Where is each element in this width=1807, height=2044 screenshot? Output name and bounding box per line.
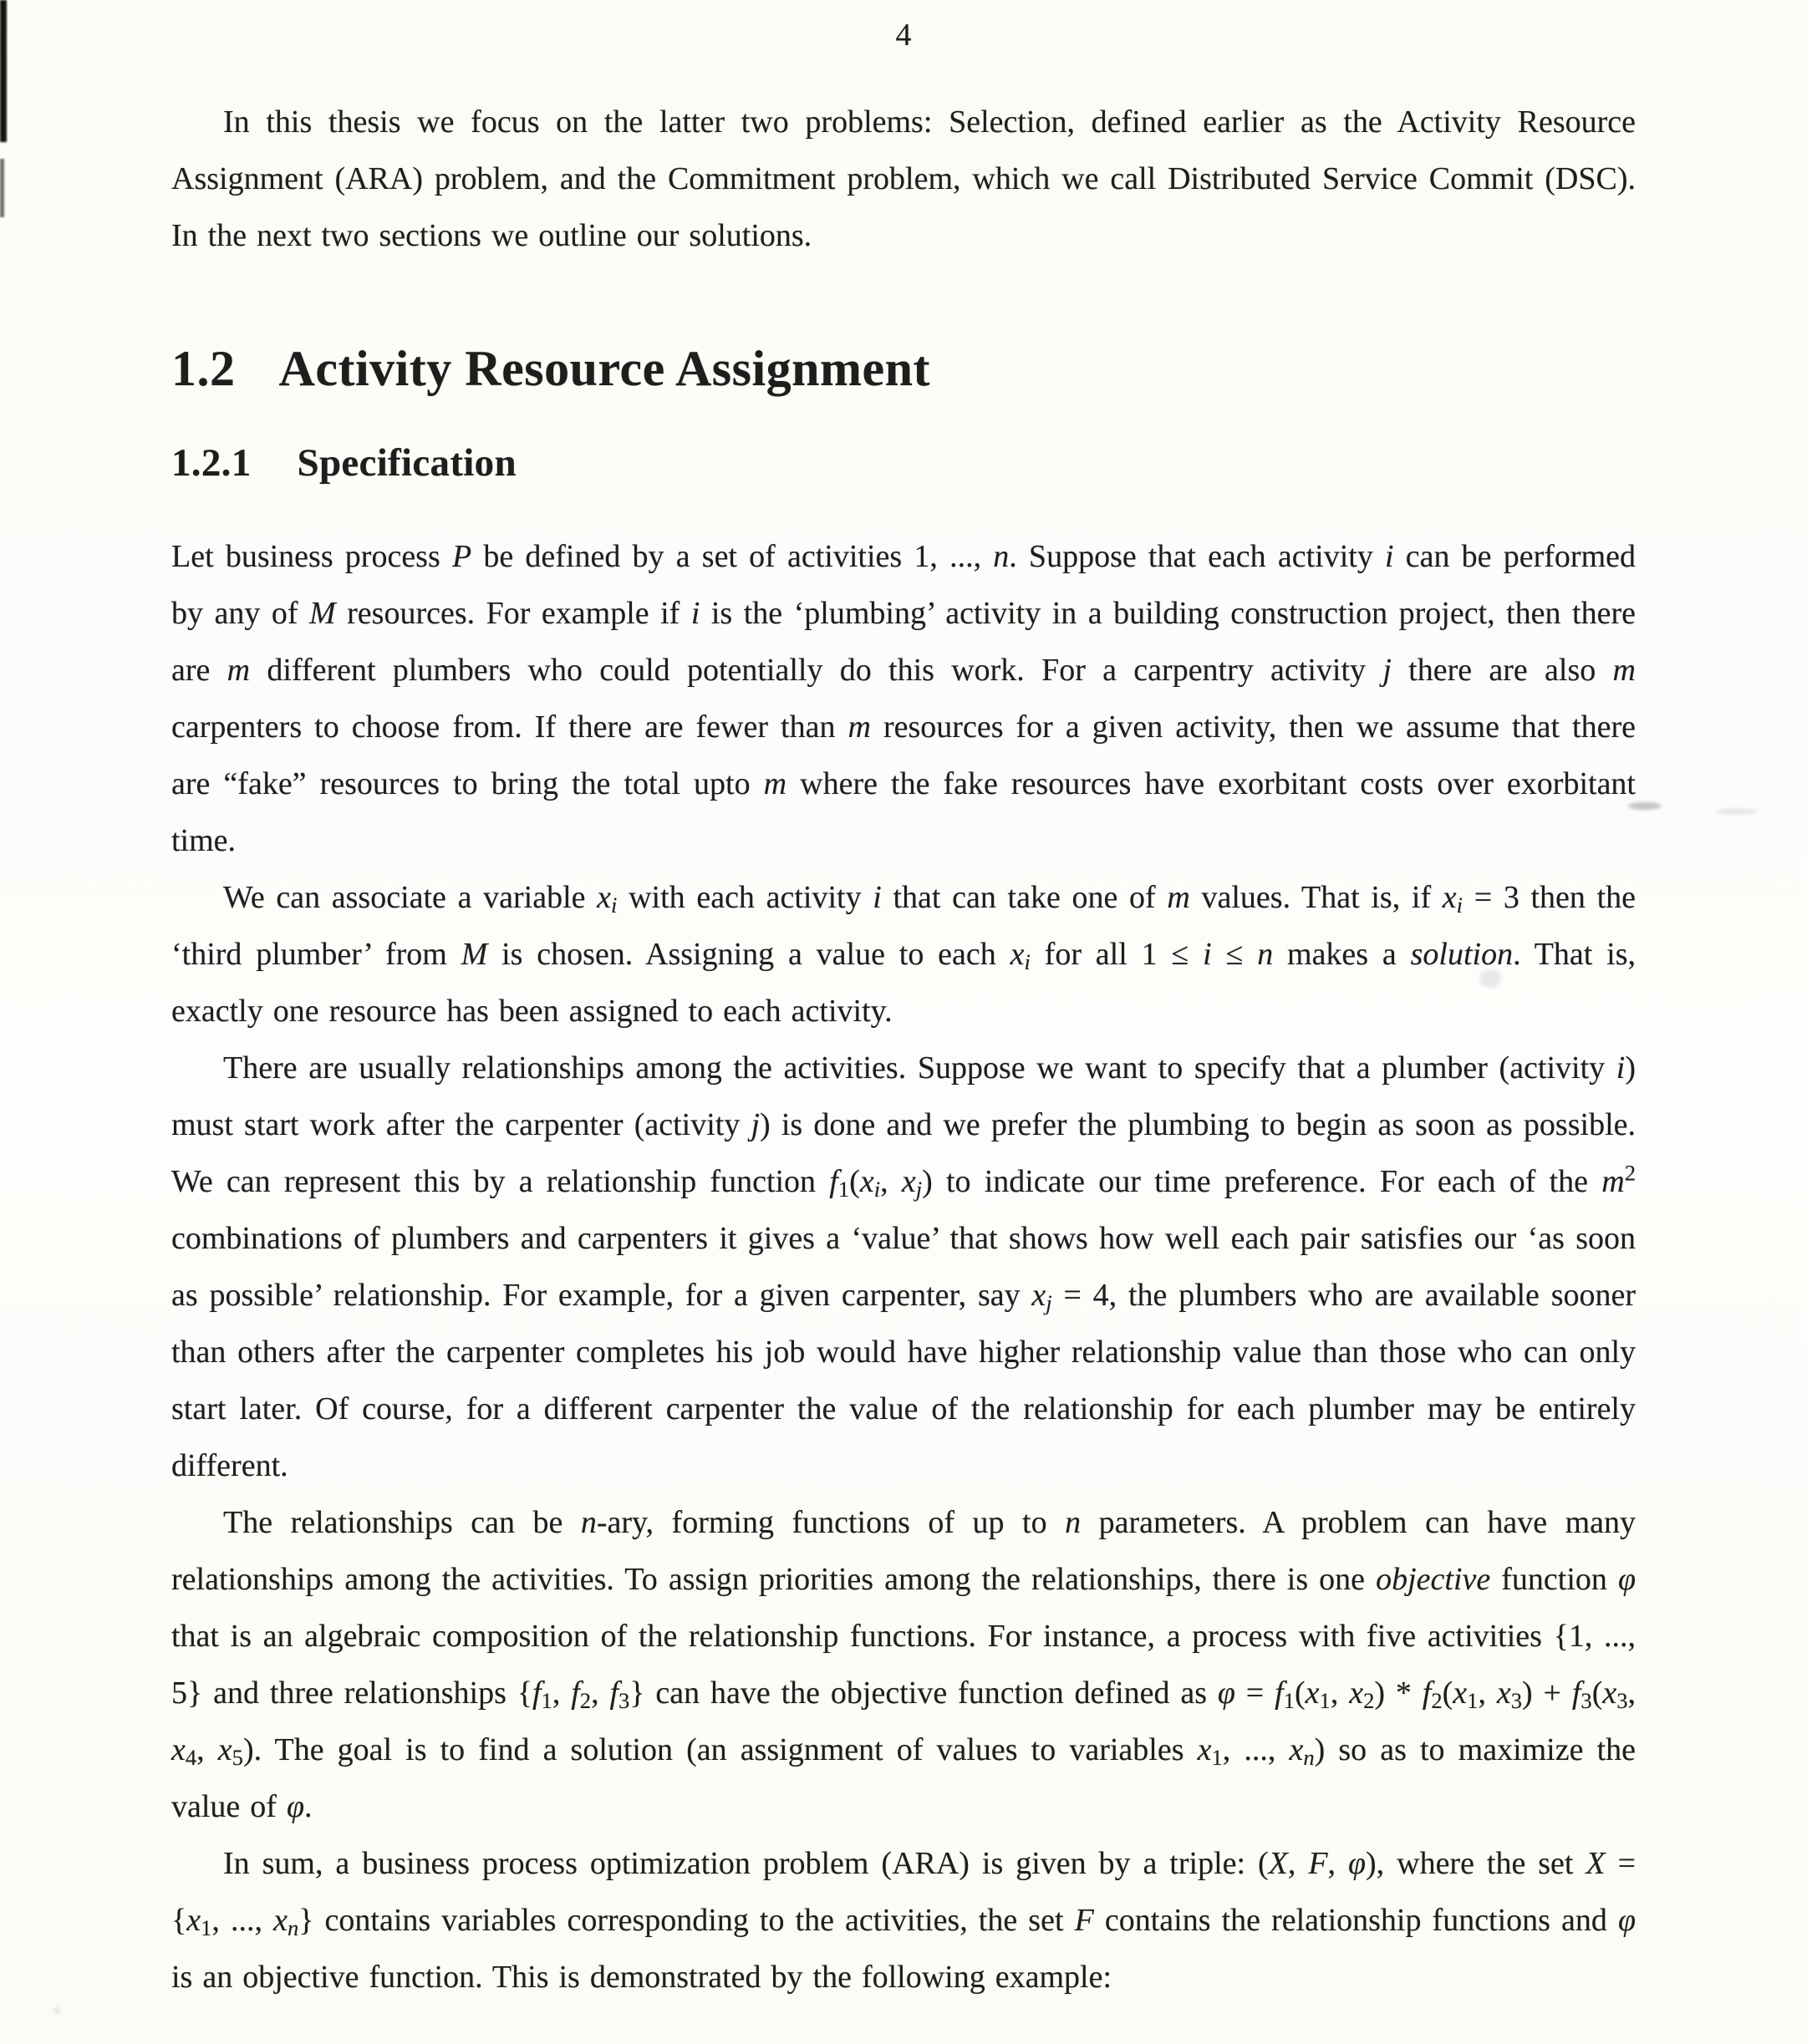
section-heading <box>171 341 1636 396</box>
page-number: 4 <box>895 18 912 53</box>
scan-artifact <box>1479 969 1501 988</box>
scan-edge-mark <box>0 0 7 142</box>
objective-paragraph: The relationships can be n-ary, forming functions of up to n parameters. A problem can have many relationships among the activities. To assign priorities among the relationships, there is one objective function φ that is an algebraic composition of the relationship functions. For instance, a process with five activities {1, ..., 5} and three relationships {$f_1$, $f_2$, $f_3$} can have the objective function defined as $\varphi = f_1(x_1$, $x_2) * f_2(x_1$, $x_3) + f_3(x_3$, $x_4$, $x_5$). The goal is to find a solution (an assignment of values to variables $x_1$, ..., $x_n$) so as to maximize the value of φ. <box>171 1505 1636 1824</box>
scan-artifact <box>1628 802 1662 810</box>
section-number: 1.2 <box>171 341 236 396</box>
summary-paragraph: In sum, a business process optimization problem (ARA) is given by a triple: (X, F, φ), where the set $X = \{x_1$, ..., $x_n$} contains variables corresponding to the activities, the set F contains the relationship functions and φ is an objective function. This is demonstrated by the following example: <box>171 1846 1636 1995</box>
subsection-number: 1.2.1 <box>171 441 252 485</box>
specification-paragraph: Let business process P be defined by a set of activities 1, ..., n. Suppose that each activity i can be performed by any of M resources. For example if i is the ‘plumbing’ activity in a building construction project, then there are m different plumbers who could potentially do this work. For a carpentry activity j there are also m carpenters to choose from. If there are fewer than m resources for a given activity, then we assume that there are “fake” resources to bring the total upto m where the fake resources have exorbitant costs over exorbitant time. <box>171 539 1636 858</box>
scan-edge-mark <box>0 159 4 217</box>
subsection-title: Specification <box>297 441 517 485</box>
scan-artifact <box>53 2007 60 2014</box>
relationships-paragraph: There are usually relationships among the activities. Suppose we want to specify that a plumber (activity i) must start work after the carpenter (activity j) is done and we prefer the plumbing to begin as soon as possible. We can represent this by a relationship function $f_1(x_i$, $x_j$) to indicate our time preference. For each of the $m^2$ combinations of plumbers and carpenters it gives a ‘value’ that shows how well each pair satisfies our ‘as soon as possible’ relationship. For example, for a given carpenter, say $x_j = 4$, the plumbers who are available sooner than others after the carpenter completes his job would have higher relationship value than those who can only start later. Of course, for a different carpenter the value of the relationship for each plumber may be entirely different. <box>171 1050 1636 1483</box>
section-title: Activity Resource Assignment <box>278 341 930 396</box>
subsection-heading <box>171 441 1636 485</box>
variables-paragraph: We can associate a variable $x_i$ with each activity i that can take one of m values. That is, if $x_i = 3$ then the ‘third plumber’ from M is chosen. Assigning a value to each $x_i$ for all 1 ≤ i ≤ n makes a solution. That is, exactly one resource has been assigned to each activity. <box>171 880 1636 1029</box>
scan-artifact <box>1715 809 1759 814</box>
intro-paragraph: In this thesis we focus on the latter two problems: Selection, defined earlier as the Activity Resource Assignment (ARA) problem, and the Commitment problem, which we call Distributed Service Commit (DSC). In the next two sections we outline our solutions. <box>171 104 1636 253</box>
